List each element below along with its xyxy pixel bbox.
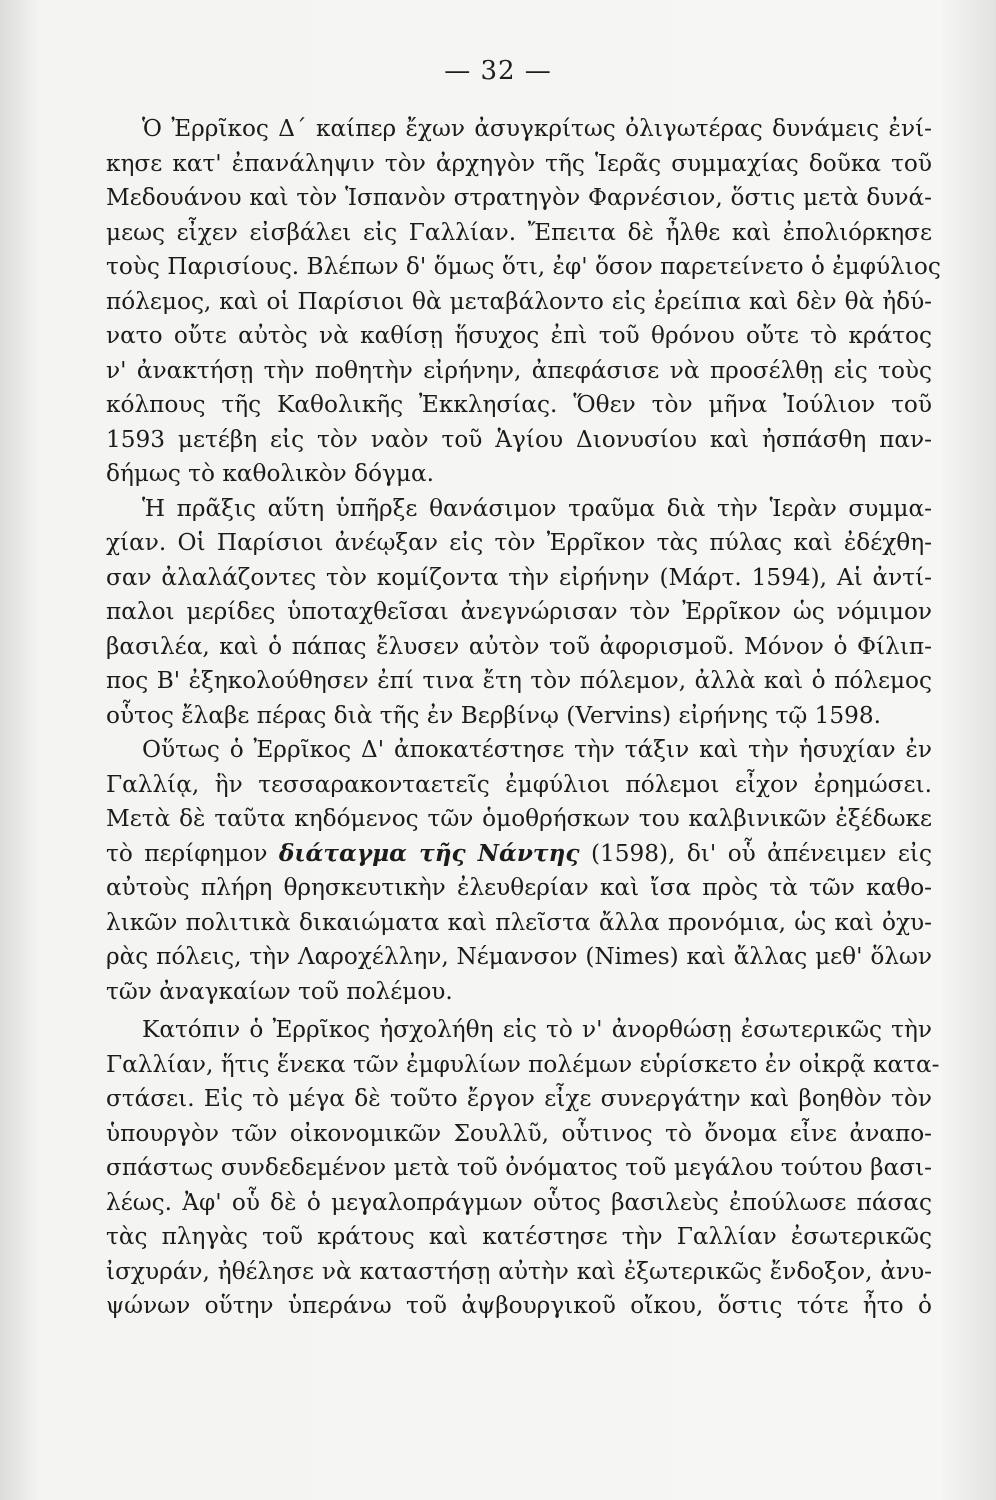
text-line: σαν ἀλαλάζοντες τὸν κομίζοντα τὴν εἰρήνην (Μάρτ. 1594), Αἱ ἀντί-	[106, 563, 932, 591]
text-line: τοὺς Παρισίους. Βλέπων δ' ὅμως ὅτι, ἐφ' ὅσον παρετείνετο ὁ ἐμφύλιος	[106, 253, 941, 280]
text-line: ψώνων οὕτην ὑπεράνω τοῦ ἀψβουργικοῦ οἴκου, ὅστις τότε ἦτο ὁ	[106, 1292, 932, 1319]
text-line: πος Β' ἐξηκολούθησεν ἐπί τινα ἔτη τὸν πόλεμον, ἀλλὰ καὶ ὁ πόλεμος	[106, 667, 932, 694]
text-line: αὐτοὺς πλήρη θρησκευτικὴν ἐλευθερίαν καὶ ἴσα πρὸς τὰ τῶν καθο-	[106, 874, 932, 901]
text-line: Γαλλίαν, ἥτις ἕνεκα τῶν ἐμφυλίων πολέμων εὑρίσκετο ἐν οἰκρᾷ κατα-	[106, 1050, 940, 1078]
text-line: κησε κατ' ἐπανάληψιν τὸν ἀρχηγὸν τῆς Ἱερᾶς συμμαχίας δοῦκα τοῦ	[106, 149, 932, 177]
paragraph-4	[106, 1013, 940, 1324]
text-line: Γαλλίᾳ, ἣν τεσσαρακονταετεῖς ἐμφύλιοι πόλεμοι εἶχον ἐρημώσει.	[106, 770, 932, 798]
text-line: Κατόπιν ὁ Ἐρρῖκος ἠσχολήθη εἰς τὸ ν' ἀνορθώσῃ ἐσωτερικῶς τὴν	[142, 1016, 932, 1043]
text-line: παλοι μερίδες ὑποταχθεῖσαι ἀνεγνώρισαν τὸν Ἐρρῖκον ὡς νόμιμον	[106, 598, 932, 625]
text-line: οὗτος ἔλαβε πέρας διὰ τῆς ἐν Βερβίνῳ (Vervins) εἰρήνης τῷ 1598.	[106, 701, 882, 729]
paragraph-2	[106, 492, 932, 734]
text-line: πόλεμος, καὶ οἱ Παρίσιοι θὰ μεταβάλοντο εἰς ἐρείπια καὶ δὲν θὰ ἠδύ-	[106, 287, 932, 315]
text-line: Οὕτως ὁ Ἐρρῖκος Δ' ἀποκατέστησε τὴν τάξιν καὶ τὴν ἡσυχίαν ἐν	[142, 736, 932, 763]
text-line: Μετὰ δὲ ταῦτα κηδόμενος τῶν ὁμοθρήσκων του καλβινικῶν ἐξέδωκε	[106, 805, 932, 832]
text-line: 1593 μετέβη εἰς τὸν ναὸν τοῦ Ἁγίου Διονυσίου καὶ ἠσπάσθη παν-	[106, 425, 932, 453]
text-line: ἰσχυράν, ἠθέλησε νὰ καταστήσῃ αὐτὴν καὶ ἐξωτερικῶς ἔνδοξον, ἀνυ-	[106, 1257, 932, 1285]
text-line: τὰς πληγὰς τοῦ κράτους καὶ κατέστησε τὴν Γαλλίαν ἐσωτερικῶς	[106, 1223, 932, 1250]
page-number: — 32 —	[444, 56, 552, 86]
text-line: Ἡ πρᾶξις αὕτη ὑπῆρξε θανάσιμον τραῦμα διὰ τὴν Ἱερὰν συμμα-	[142, 494, 932, 522]
paragraph-1	[106, 112, 941, 492]
text-line: δήμως τὸ καθολικὸν δόγμα.	[106, 460, 434, 487]
edict-of-nantes-term: διάταγμα τῆς Νάντης	[278, 839, 580, 867]
body-text	[106, 112, 941, 1324]
text-segment: (1598), δι' οὗ ἀπένειμεν εἰς	[579, 839, 932, 867]
text-segment: τὸ περίφημον	[106, 839, 279, 867]
edict-line	[106, 837, 932, 872]
text-line: κόλπους τῆς Καθολικῆς Ἐκκλησίας. Ὅθεν τὸν μῆνα Ἰούλιον τοῦ	[106, 391, 932, 418]
text-line: λικῶν πολιτικὰ δικαιώματα καὶ πλεῖστα ἄλλα προνόμια, ὡς καὶ ὀχυ-	[106, 908, 932, 936]
text-line: ν' ἀνακτήσῃ τὴν ποθητὴν εἰρήνην, ἀπεφάσισε νὰ προσέλθῃ εἰς τοὺς	[106, 356, 932, 384]
text-line: Ὁ Ἐρρῖκος Δ΄ καίπερ ἔχων ἀσυγκρίτως ὀλιγωτέρας δυνάμεις ἐνί-	[142, 115, 932, 142]
text-line: ρὰς πόλεις, τὴν Λαροχέλλην, Νέμανσον (Nimes) καὶ ἄλλας μεθ' ὅλων	[106, 943, 932, 970]
text-line: μεως εἶχεν εἰσβάλει εἰς Γαλλίαν. Ἔπειτα δὲ ἦλθε καὶ ἐπολιόρκησε	[106, 218, 932, 246]
text-line: χίαν. Οἱ Παρίσιοι ἀνέῳξαν εἰς τὸν Ἐρρῖκον τὰς πύλας καὶ ἐδέχθη-	[106, 529, 932, 556]
text-line: τῶν ἀναγκαίων τοῦ πολέμου.	[106, 977, 453, 1005]
text-line: Μεδουάνου καὶ τὸν Ἱσπανὸν στρατηγὸν Φαρνέσιον, ὅστις μετὰ δυνά-	[106, 184, 932, 211]
text-line: ὑπουργὸν τῶν οἰκονομικῶν Σουλλῦ, οὗτινος τὸ ὄνομα εἶνε ἀναπο-	[106, 1119, 932, 1147]
paragraph-3	[106, 733, 932, 1009]
text-line: στάσει. Εἰς τὸ μέγα δὲ τοῦτο ἔργον εἶχε συνεργάτην καὶ βοηθὸν τὸν	[106, 1085, 932, 1112]
text-line: βασιλέα, καὶ ὁ πάπας ἔλυσεν αὐτὸν τοῦ ἀφορισμοῦ. Μόνον ὁ Φίλιπ-	[106, 632, 932, 660]
text-line: σπάστως συνδεδεμένον μετὰ τοῦ ὀνόματος τοῦ μεγάλου τούτου βασι-	[106, 1154, 932, 1181]
text-line: νατο οὔτε αὐτὸς νὰ καθίσῃ ἥσυχος ἐπὶ τοῦ θρόνου οὔτε τὸ κράτος	[106, 322, 932, 349]
text-line: λέως. Ἀφ' οὗ δὲ ὁ μεγαλοπράγμων οὗτος βασιλεὺς ἐπούλωσε πάσας	[106, 1188, 932, 1216]
